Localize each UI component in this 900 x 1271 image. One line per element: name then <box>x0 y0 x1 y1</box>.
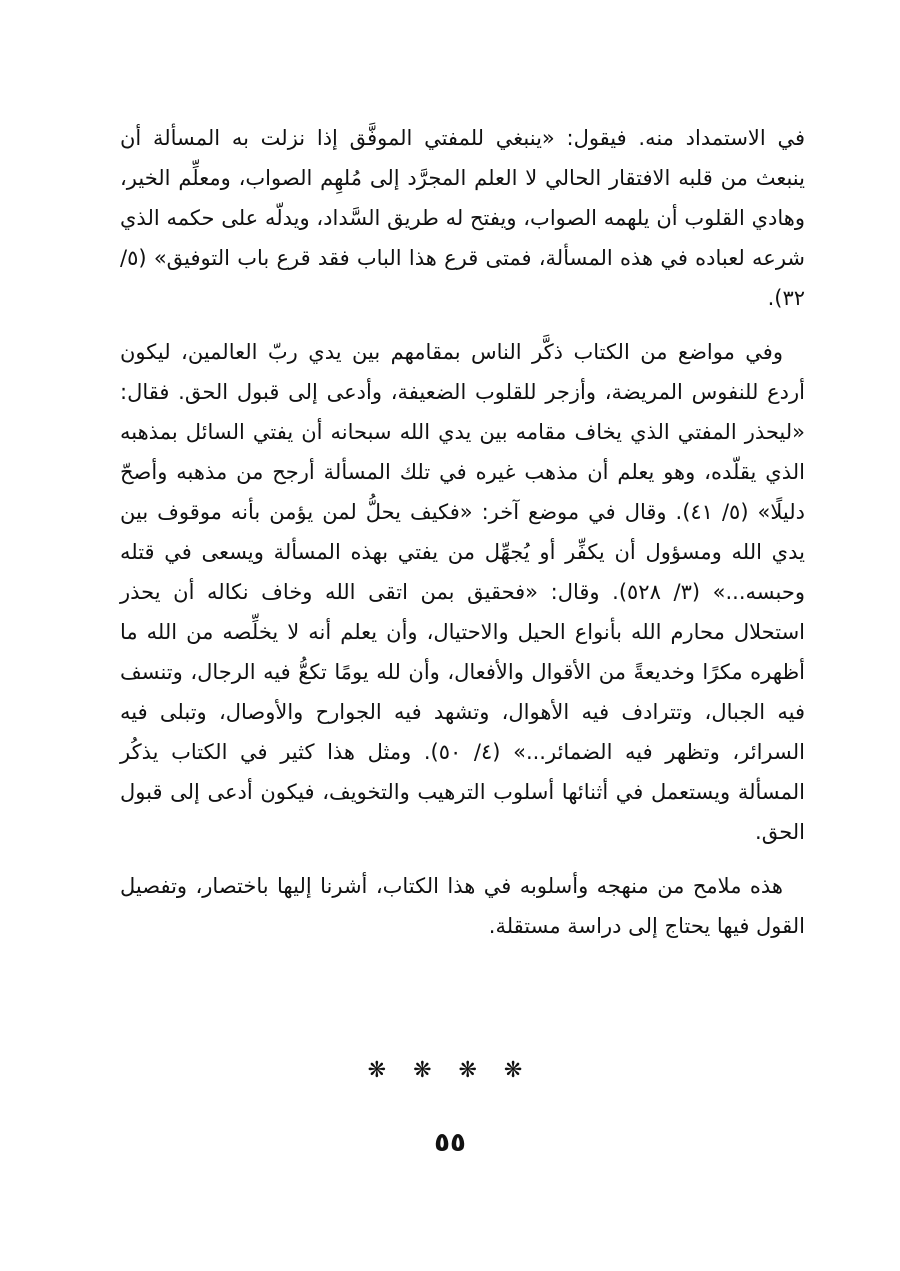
section-separator: ❋ ❋ ❋ ❋ <box>367 1058 533 1083</box>
body-text <box>120 118 805 946</box>
paragraph-3: هذه ملامح من منهجه وأسلوبه في هذا الكتاب، أشرنا إليها باختصار، وتفصيل القول فيها يحتاج إلى دراسة مستقلة. <box>120 874 805 938</box>
paragraph-1: في الاستمداد منه. فيقول: «ينبغي للمفتي الموفَّق إذا نزلت به المسألة أن ينبعث من قلبه الافتقار الحالي لا العلم المجرَّد إلى مُلهِم الصواب، ومعلِّم الخير، وهادي القلوب أن يلهمه الصواب، ويفتح له طريق السَّداد، ويدلّه على حكمه الذي شرعه لعباده في هذه المسألة، فمتى قرع هذا الباب فقد قرع باب التوفيق» (٥/ ٣٢). <box>120 126 805 310</box>
paragraph-2: وفي مواضع من الكتاب ذكَّر الناس بمقامهم بين يدي ربّ العالمين، ليكون أردع للنفوس المريضة، وأزجر للقلوب الضعيفة، وأدعى إلى قبول الحق. فقال: «ليحذر المفتي الذي يخاف مقامه بين يدي الله سبحانه أن يفتي السائل بمذهبه الذي يقلّده، وهو يعلم أن مذهب غيره في تلك المسألة أرجح من مذهبه وأصحّ دليلًا» (٥/ ٤١). وقال في موضع آخر: «فكيف يحلُّ لمن يؤمن بأنه موقوف بين يدي الله ومسؤول أن يكفِّر أو يُجهِّل من يفتي بهذه المسألة ويسعى في قتله وحبسه...» (٣/ ٥٢٨). وقال: «فحقيق بمن اتقى الله وخاف نكاله أن يحذر استحلال محارم الله بأنواع الحيل والاحتيال، وأن يعلم أنه لا يخلِّصه من الله ما أظهره مكرًا وخديعةً من الأقوال والأفعال، وأن لله يومًا تكعُّ فيه الرجال، وتنسف فيه الجبال، وتترادف فيه الأهوال، وتشهد فيه الجوارح والأوصال، وتبلى فيه السرائر، وتظهر فيه الضمائر...» (٤/ ٥٠). ومثل هذا كثير في الكتاب يذكُر المسألة ويستعمل في أثنائها أسلوب الترهيب والتخويف، فيكون أدعى إلى قبول الحق. <box>120 340 805 844</box>
page-number: ٥٥ <box>434 1128 466 1158</box>
